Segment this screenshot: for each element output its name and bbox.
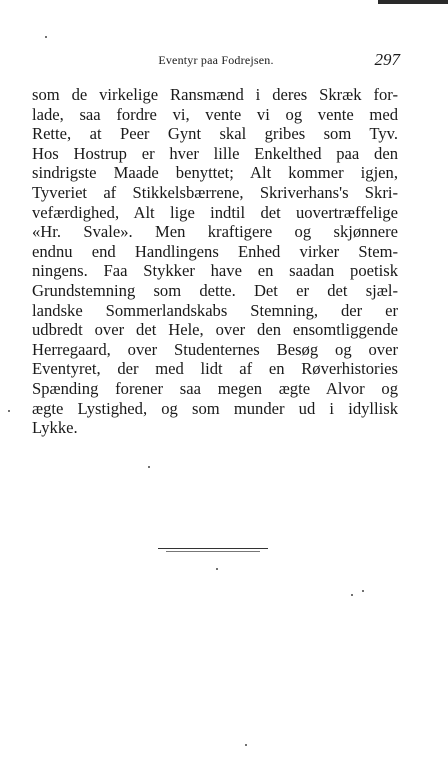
print-speck bbox=[45, 36, 47, 38]
text-line: Herregaard, over Studenternes Besøg og over bbox=[32, 339, 398, 359]
text-line: lade, saa fordre vi, vente vi og vente med bbox=[32, 104, 398, 124]
text-line: Lykke. bbox=[32, 418, 78, 438]
text-line: ægte Lystighed, og som munder ud i idyllisk bbox=[32, 398, 398, 418]
text-line: udbredt over det Hele, over den ensomtliggende bbox=[32, 320, 398, 340]
print-speck bbox=[351, 594, 353, 596]
print-speck bbox=[245, 744, 247, 746]
text-line: Grundstemning som dette. Det er det sjæl- bbox=[32, 280, 398, 300]
text-line: vefærdighed, Alt lige indtil det uovertræffelige bbox=[32, 202, 398, 222]
text-line: Tyveriet af Stikkelsbærrene, Skriverhans's Skri- bbox=[32, 182, 398, 202]
rule-line bbox=[166, 551, 260, 552]
text-line: ningens. Faa Stykker have en saadan poetisk bbox=[32, 261, 398, 281]
text-line: landske Sommerlandskabs Stemning, der er bbox=[32, 300, 398, 320]
text-line: sindrigste Maade benyttet; Alt kommer igjen, bbox=[32, 163, 398, 183]
rule-line bbox=[158, 548, 268, 549]
print-speck bbox=[362, 590, 364, 592]
running-title: Eventyr paa Fodrejsen. bbox=[158, 53, 274, 67]
section-end-rule bbox=[158, 548, 268, 553]
text-line: endnu end Handlingens Enhed virker Stem- bbox=[32, 241, 398, 261]
text-line: «Hr. Svale». Men kraftigere og skjønnere bbox=[32, 222, 398, 242]
text-line: Eventyret, der med lidt af en Røverhistories bbox=[32, 359, 398, 379]
text-line: Hos Hostrup er hver lille Enkelthed paa den bbox=[32, 143, 398, 163]
text-line: Spænding forener saa megen ægte Alvor og bbox=[32, 378, 398, 398]
body-text bbox=[32, 85, 398, 438]
top-edge-mark bbox=[378, 0, 448, 4]
page-number: 297 bbox=[374, 50, 400, 69]
text-line: som de virkelige Ransmænd i deres Skræk for- bbox=[32, 85, 398, 104]
print-speck bbox=[8, 410, 10, 412]
text-line: Rette, at Peer Gynt skal gribes som Tyv. bbox=[32, 124, 398, 144]
page-header bbox=[32, 50, 400, 70]
print-speck bbox=[148, 466, 150, 468]
print-speck bbox=[216, 568, 218, 570]
